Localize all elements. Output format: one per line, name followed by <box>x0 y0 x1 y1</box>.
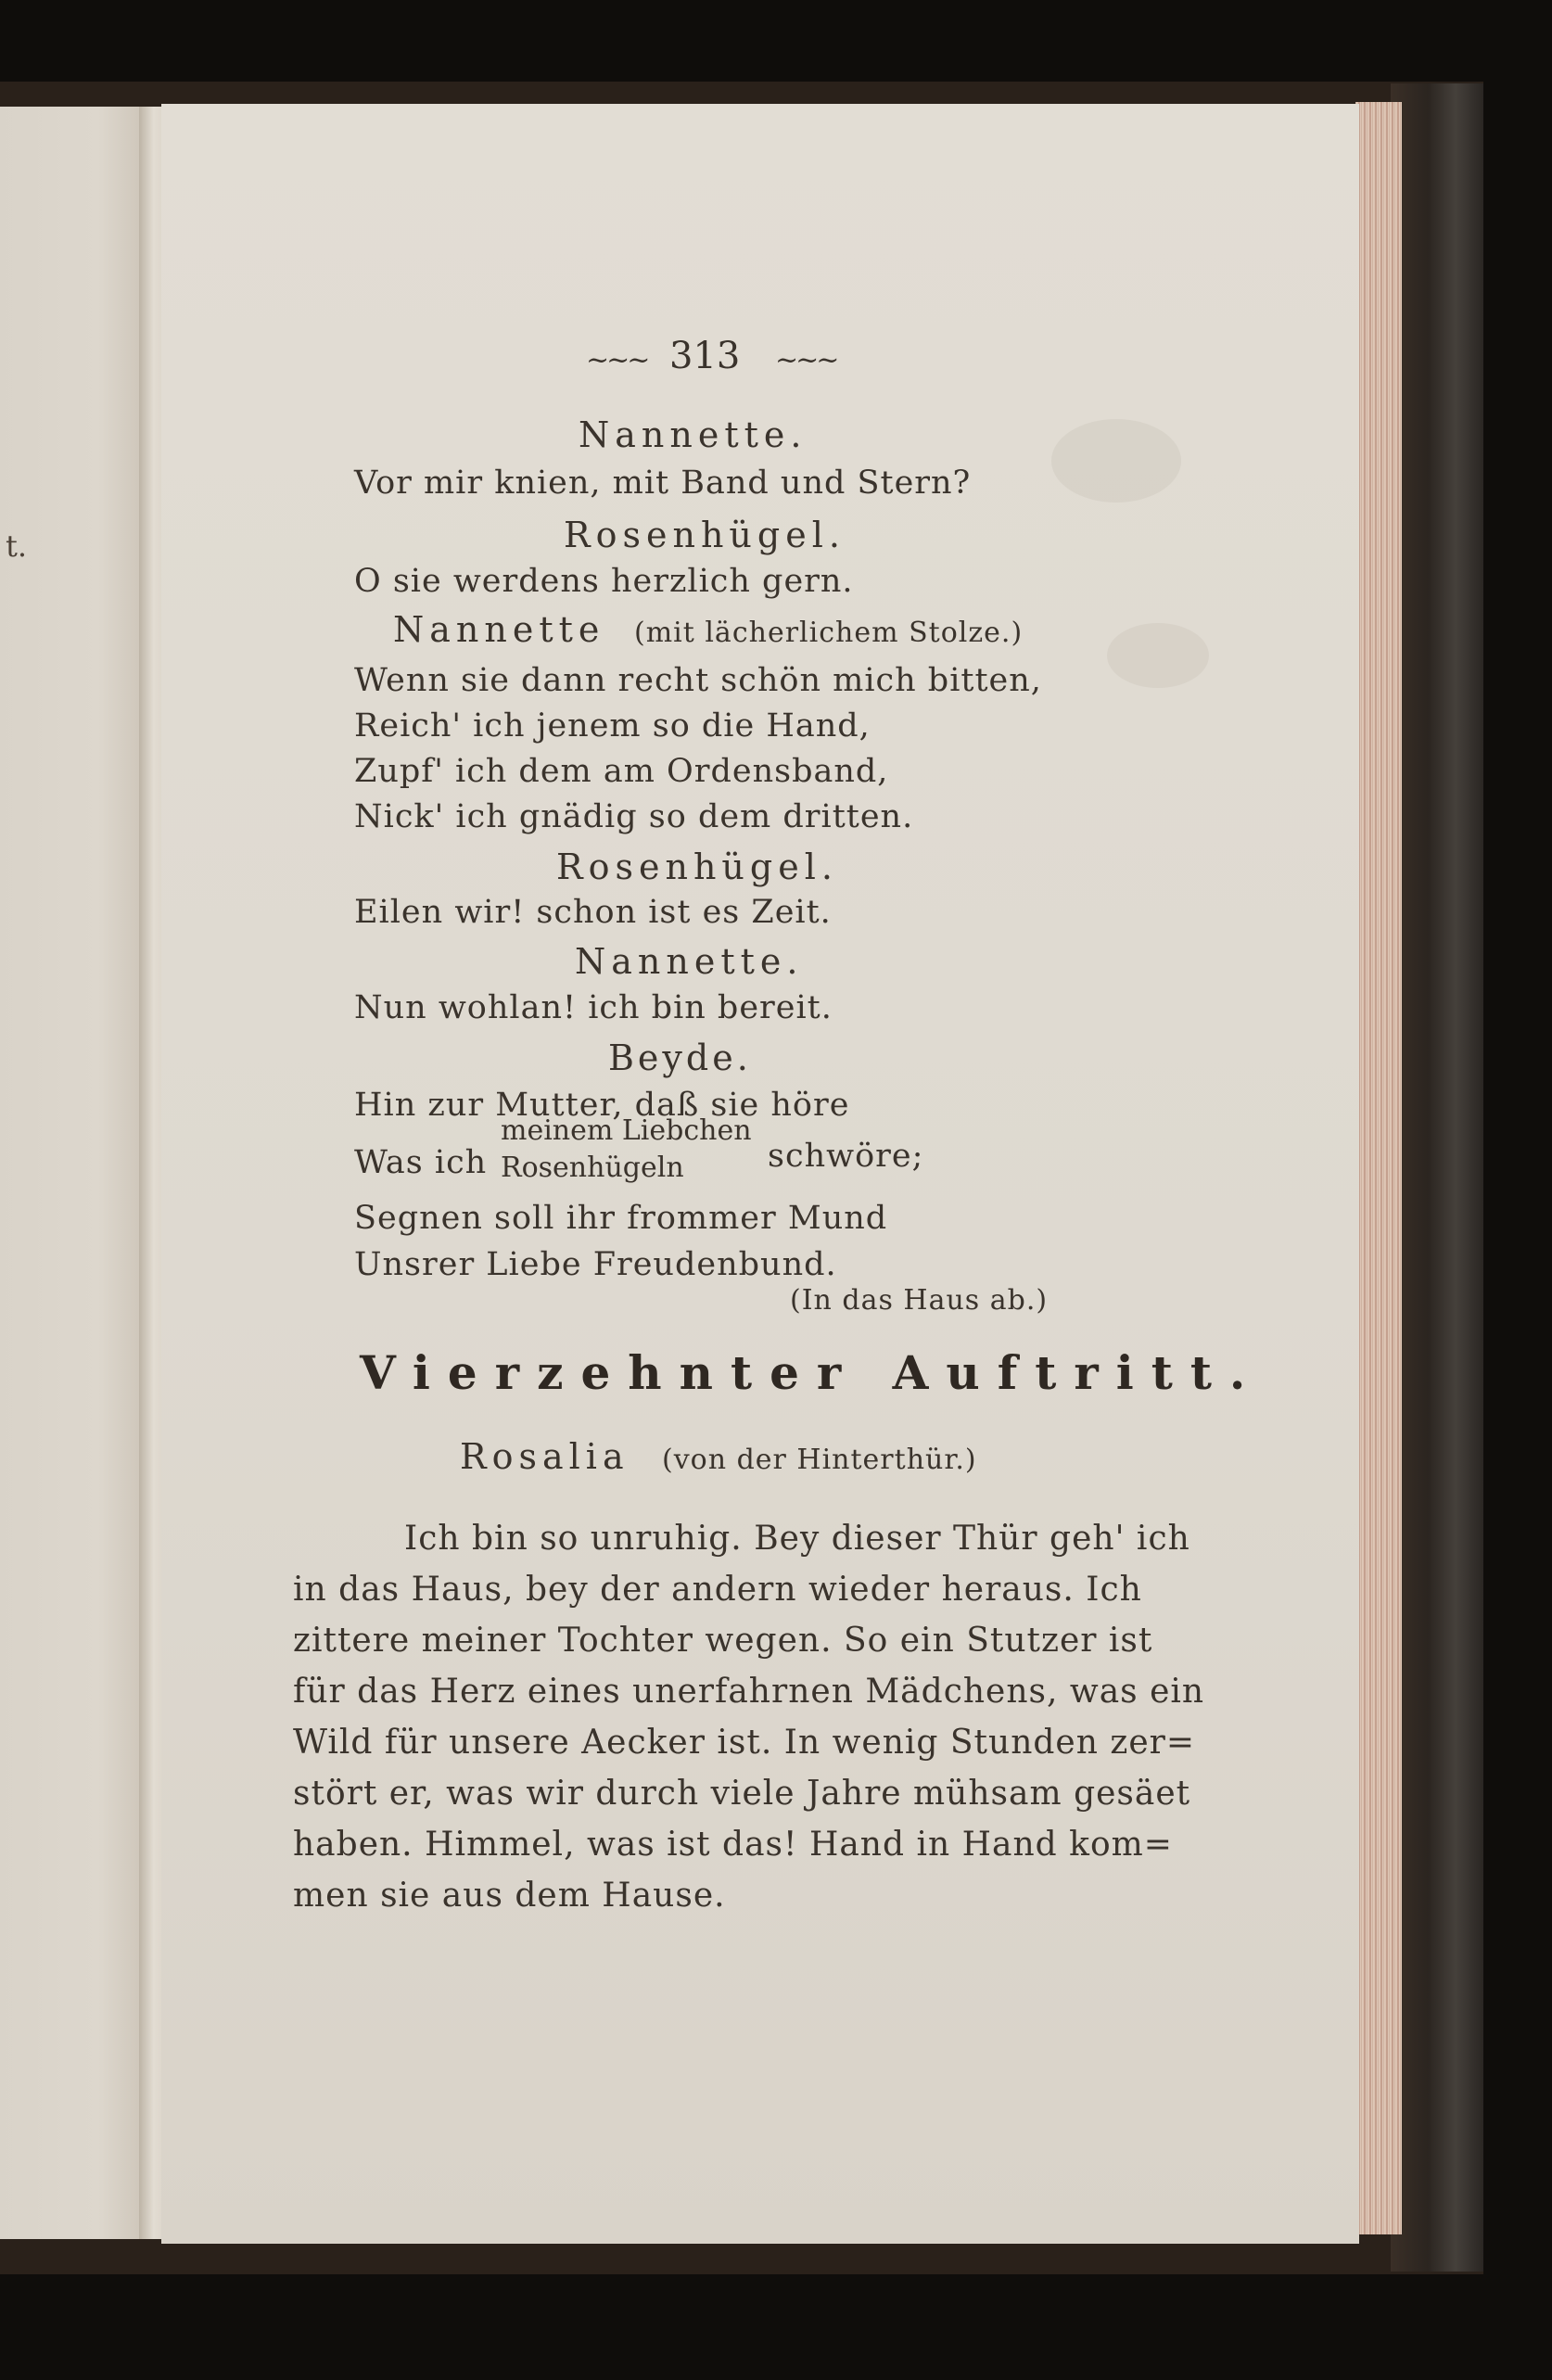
speaker-name: Rosenhügel. <box>564 515 846 555</box>
paper-stain <box>1051 419 1181 503</box>
paragraph-line: haben. Himmel, was ist das! Hand in Hand kom= <box>293 1826 1173 1864</box>
paper-stain <box>1107 623 1209 688</box>
paragraph-line: Wild für unsere Aecker ist. In wenig Stunden zer= <box>293 1724 1196 1762</box>
paragraph-line: stört er, was wir durch viele Jahre mühsam gesäet <box>293 1775 1191 1813</box>
paragraph-line: zittere meiner Tochter wegen. So ein Stutzer ist <box>293 1622 1153 1660</box>
paragraph-line: Ich bin so unruhig. Bey dieser Thür geh' ich <box>404 1520 1190 1558</box>
stage-direction: (von der Hinterthür.) <box>662 1444 977 1476</box>
right-page <box>161 104 1359 2244</box>
page-number: 313 <box>669 335 741 377</box>
paragraph-line: men sie aus dem Hause. <box>293 1877 726 1915</box>
verse-alternative: Rosenhügeln <box>501 1152 684 1184</box>
verse-line-tail: schwöre; <box>768 1138 924 1175</box>
verse-line-lead: Was ich <box>354 1144 488 1181</box>
verse-line: Segnen soll ihr frommer Mund <box>354 1200 888 1237</box>
verse-line: Nun wohlan! ich bin bereit. <box>354 989 833 1026</box>
verse-line: O sie werdens herzlich gern. <box>354 563 854 600</box>
speaker-name: Rosenhügel. <box>556 846 838 887</box>
speaker-name: Nannette <box>393 609 605 650</box>
header-ornament-right: ~~~ <box>775 344 837 376</box>
verse-line: Vor mir knien, mit Band und Stern? <box>354 465 972 502</box>
paragraph-line: für das Herz eines unerfahrnen Mädchens, was ein <box>293 1673 1205 1711</box>
speaker-name: Nannette. <box>575 941 804 982</box>
verse-line: Unsrer Liebe Freudenbund. <box>354 1246 837 1283</box>
header-ornament-left: ~~~ <box>586 344 648 376</box>
speaker-name: Beyde. <box>608 1037 752 1078</box>
verse-line: Nick' ich gnädig so dem dritten. <box>354 798 914 835</box>
left-page <box>0 107 141 2239</box>
verse-line: Hin zur Mutter, daß sie höre <box>354 1087 850 1124</box>
verse-line: Reich' ich jenem so die Hand, <box>354 707 871 745</box>
book-spine-edge <box>1391 83 1483 2272</box>
speaker-name: Nannette. <box>579 414 808 455</box>
verse-line: Zupf' ich dem am Ordensband, <box>354 753 889 790</box>
stage-direction: (In das Haus ab.) <box>790 1284 1049 1317</box>
paragraph-line: in das Haus, bey der andern wieder heraus. Ich <box>293 1571 1142 1609</box>
scene-heading: Vierzehnter Auftritt. <box>360 1345 1264 1400</box>
page-gutter <box>139 107 163 2239</box>
verse-line: Wenn sie dann recht schön mich bitten, <box>354 662 1042 699</box>
speaker-name: Rosalia <box>460 1436 630 1477</box>
page-block-edge <box>1355 102 1402 2234</box>
left-page-margin-text: t. <box>6 528 28 564</box>
stage-direction: (mit lächerlichem Stolze.) <box>634 617 1024 649</box>
verse-line: Eilen wir! schon ist es Zeit. <box>354 894 832 931</box>
verse-alternative: meinem Liebchen <box>501 1114 752 1147</box>
